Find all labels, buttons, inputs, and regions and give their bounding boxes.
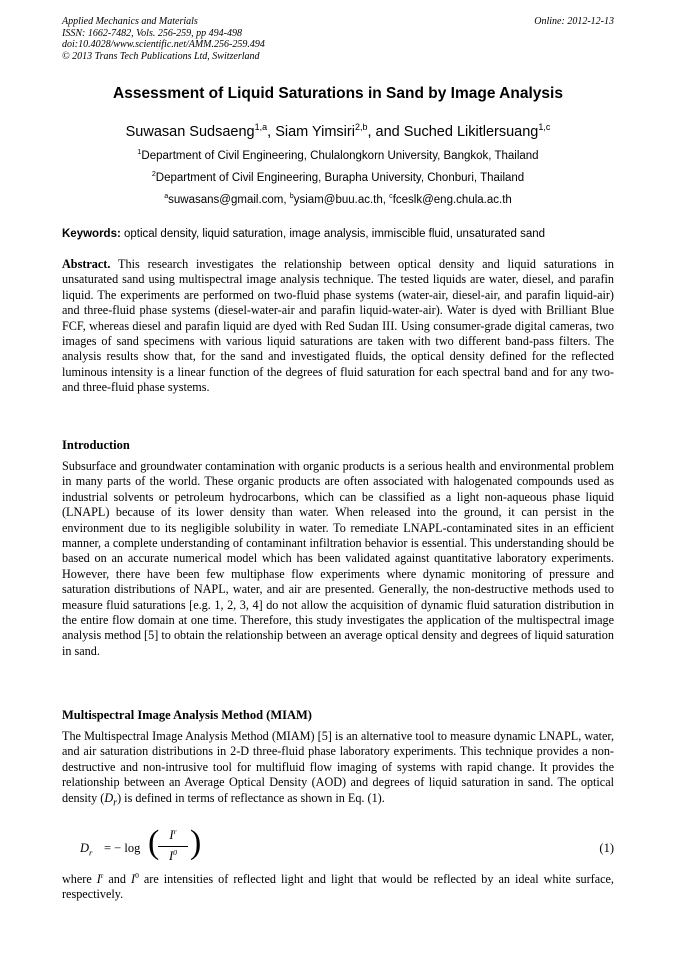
- author-1-affil: 1,a: [254, 122, 268, 133]
- affiliation-1: [62, 150, 614, 162]
- copyright-line: © 2013 Trans Tech Publications Ltd, Switzerland: [62, 50, 260, 62]
- equation-numerator-sup: r: [173, 826, 177, 836]
- paper-title: Assessment of Liquid Saturations in Sand by Image Analysis: [113, 85, 563, 102]
- introduction-heading: Introduction: [62, 438, 130, 452]
- affiliation-2-marker: 2: [151, 170, 156, 179]
- equation-fraction: [158, 828, 188, 864]
- email-b: ysiam@buu.ac.th,: [293, 194, 390, 206]
- email-a-marker: a: [164, 192, 169, 201]
- equation-right-paren: ): [190, 824, 202, 861]
- fraction-bar: [158, 846, 188, 847]
- equation-operator: = − log: [104, 841, 141, 855]
- author-2-affil: 2,b: [354, 122, 368, 133]
- equation-left-paren: (: [148, 824, 160, 861]
- doi-line: doi:10.4028/www.scientific.net/AMM.256-259.494: [62, 39, 265, 50]
- email-b-marker: b: [289, 192, 294, 201]
- equation-denominator: [158, 849, 188, 864]
- after-equation-paragraph: [62, 872, 614, 903]
- equation-numerator: [158, 828, 188, 845]
- equation-numerator-symbol: I: [169, 828, 174, 842]
- author-separator: ,: [267, 124, 276, 140]
- affiliation-1-marker: 1: [137, 148, 142, 157]
- online-date: Online: 2012-12-13: [534, 16, 614, 27]
- after-eq-v1: I: [96, 872, 101, 886]
- equation-number: (1): [599, 841, 614, 855]
- keywords-text: optical density, liquid saturation, image analysis, immiscible fluid, unsaturated sand: [120, 228, 546, 240]
- affiliation-2-text: Department of Civil Engineering, Burapha University, Chonburi, Thailand: [155, 172, 525, 184]
- equation-lhs-sub: r: [89, 847, 93, 858]
- email-c-marker: c: [389, 192, 393, 201]
- miam-text-after: ) is defined in terms of reflectance as shown in Eq. (1).: [117, 790, 385, 805]
- after-eq-v2: I: [131, 872, 136, 886]
- after-eq-v1-sup: r: [100, 870, 104, 880]
- journal-name: Applied Mechanics and Materials: [62, 16, 198, 27]
- miam-var-r: r: [113, 797, 118, 809]
- equation-denominator-symbol: I: [168, 849, 174, 863]
- after-eq-w2: and: [103, 872, 131, 886]
- after-eq-w1: where: [62, 872, 97, 886]
- miam-var-d: D: [104, 790, 114, 805]
- equation-1: [62, 824, 614, 868]
- journal-header: [62, 16, 614, 62]
- equation-lhs-symbol: D: [80, 841, 90, 855]
- abstract-paragraph: [62, 257, 614, 396]
- author-3-affil: 1,c: [538, 122, 551, 133]
- abstract-text: This research investigates the relationship between optical density and liquid saturations in unsaturated sand using multispectral image analysis technique. The tested liquids are water, diesel, and parafin liquid. The experiments are performed on two-fluid phase systems (water-air, diesel-air, and parafin liquid-air) and three-fluid phase systems (diesel-water-air and parafin liquid-water-air). Water is dyed with Brilliant Blue FCF, whereas diesel and parafin liquid are dyed with Red Sudan III. Using consumer-grade digital cameras, two images of sand specimens with various liquid saturations are taken with two different band-pass filters. The analysis results show that, for the sand and investigated fluids, the optical density defined for the reflected luminous intensity is a linear function of the degrees of fluid saturation for each spectral band and for any two- and three-fluid phase systems.: [62, 257, 614, 395]
- after-eq-w3: are intensities of reflected light and light that would be reflected by an ideal white surface, respectively.: [62, 872, 614, 902]
- introduction-paragraph: Subsurface and groundwater contamination with organic products is a serious health and environmental problem in many parts of the world. These organic products are often associated with halogenated compounds used as industrial solvents or petroleum hydrocarbons, which can be classified as a light non-aqueous phase liquid (LNAPL) because of its lower density than water. When released into the ground, it can persist in the environment due to its negligible solubility in water. To remediate LNAPL-contaminated sites in an efficient manner, a complete understanding of contaminant infiltration behavior is essential. This understanding should be based on an accurate numerical model which has been validated against quantitative laboratory experiments. However, there have been few multiphase flow experiments where dynamic monitoring of pressure and saturation distributions of NAPL, water, and air are presented. Generally, the non-destructive methods used to measure fluid saturations [e.g. 1, 2, 3, 4] do not allow the acquisition of dynamic fluid saturation distribution in the entire flow domain at one time. Therefore, this study investigates the application of the multispectral image analysis method [5] to obtain the relationship between an average optical density and degrees of liquid saturation in sand.: [62, 459, 614, 658]
- author-3: Suched Likitlersuang: [403, 124, 539, 140]
- miam-heading: Multispectral Image Analysis Method (MIAM): [62, 708, 312, 722]
- keywords: [62, 228, 614, 240]
- abstract-label: Abstract.: [62, 257, 111, 271]
- author-and: , and: [367, 124, 404, 140]
- affiliation-2: [62, 172, 614, 184]
- issn-line: ISSN: 1662-7482, Vols. 256-259, pp 494-498: [62, 27, 242, 39]
- email-a: suwasans@gmail.com,: [168, 194, 290, 206]
- author-list: [62, 124, 614, 140]
- after-eq-v2-sup: 0: [135, 870, 139, 880]
- email-c: fceslk@eng.chula.ac.th: [392, 194, 512, 206]
- author-1: Suwasan Sudsaeng: [125, 124, 255, 140]
- miam-paragraph: [62, 729, 614, 810]
- keywords-label: Keywords:: [62, 228, 121, 240]
- author-2: Siam Yimsiri: [275, 124, 355, 140]
- affiliation-1-text: Department of Civil Engineering, Chulalongkorn University, Bangkok, Thailand: [141, 150, 539, 162]
- equation-lhs: [80, 841, 92, 858]
- email-line: [62, 194, 614, 206]
- equation-denominator-sup: 0: [173, 847, 178, 857]
- miam-text-before: The Multispectral Image Analysis Method (MIAM) [5] is an alternative tool to measure dynamic LNAPL, water, and air saturation distributions in 2-D three-fluid phase laboratory experiments. This technique provides a non-destructive and non-intrusive tool for multifluid flow imaging of systems with rapid change. It provides the relationship between an Average Optical Density (AOD) and degrees of liquid saturation in sand. The optical density (: [62, 729, 614, 805]
